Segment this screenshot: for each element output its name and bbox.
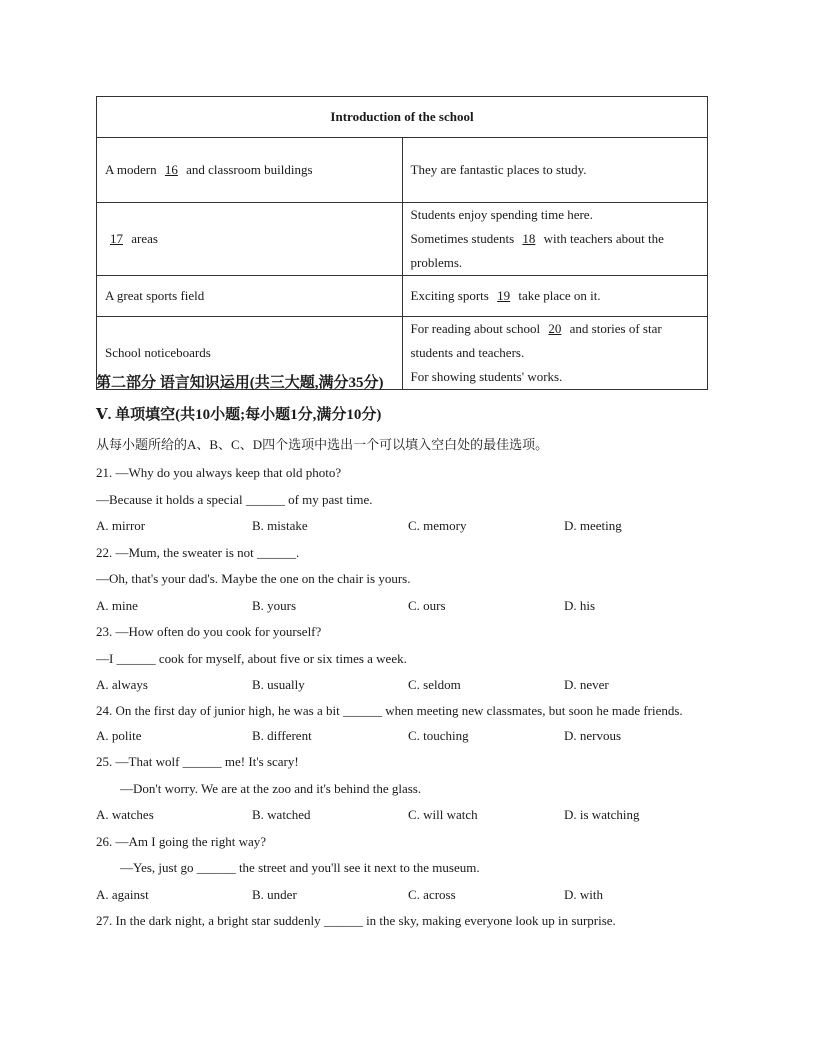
option-a: A. mirror	[96, 518, 146, 533]
table-cell-description: They are fantastic places to study.	[402, 138, 708, 203]
blank-18: 18	[522, 231, 536, 246]
blank-20: 20	[548, 321, 562, 336]
answer-options	[96, 513, 716, 540]
option-b: B. yours	[252, 597, 297, 613]
answer-options	[96, 802, 716, 829]
option-d: D. never	[564, 677, 609, 692]
table-cell-feature: School noticeboards	[97, 317, 403, 390]
option-b: B. different	[252, 727, 312, 743]
option-c: C. seldom	[408, 677, 461, 692]
answer-options	[96, 593, 716, 620]
option-b: B. mistake	[252, 518, 308, 533]
question-line: —I ______ cook for myself, about five or six times a week.	[96, 650, 407, 666]
question-line: —Oh, that's your dad's. Maybe the one on the chair is yours.	[96, 571, 411, 586]
option-c: C. memory	[408, 518, 467, 533]
question-26	[96, 829, 716, 909]
answer-options	[96, 723, 716, 750]
table-title: Introduction of the school	[97, 97, 708, 138]
section-title: 第二部分 语言知识运用(共三大题,满分35分)	[96, 375, 384, 391]
table-cell-feature: A modern 16 and classroom buildings	[97, 138, 403, 203]
table-cell-feature: 17 areas	[97, 203, 403, 276]
table-cell-feature: A great sports field	[97, 276, 403, 317]
question-list	[96, 460, 716, 935]
blank-16: 16	[164, 162, 178, 177]
option-c: C. touching	[408, 727, 469, 743]
question-line: 25. —That wolf ______ me! It's scary!	[96, 754, 299, 769]
answer-options	[96, 672, 716, 699]
option-d: D. with	[564, 886, 603, 902]
part-title: Ⅴ. 单项填空(共10小题;每小题1分,满分10分)	[96, 407, 382, 423]
option-d: D. meeting	[564, 518, 622, 533]
question-line: 22. —Mum, the sweater is not ______.	[96, 544, 300, 560]
question-line: —Yes, just go ______ the street and you'll see it next to the museum.	[120, 860, 480, 875]
school-introduction-table	[96, 96, 708, 390]
option-a: A. always	[96, 677, 148, 692]
option-d: D. is watching	[564, 807, 640, 822]
question-line: —Don't worry. We are at the zoo and it's behind the glass.	[120, 780, 422, 796]
option-a: A. watches	[96, 807, 154, 822]
question-line: 27. In the dark night, a bright star suddenly ______ in the sky, making everyone look up in surprise.	[96, 913, 616, 928]
option-d: D. nervous	[564, 727, 622, 743]
table-cell-description: Students enjoy spending time here. Sometimes students 18 with teachers about the problems.	[402, 203, 708, 276]
option-c: C. will watch	[408, 807, 478, 822]
option-b: B. under	[252, 886, 297, 902]
question-line: 21. —Why do you always keep that old photo?	[96, 465, 342, 480]
question-21	[96, 460, 716, 540]
option-a: A. mine	[96, 597, 138, 613]
instruction-text: 从每小题所给的A、B、C、D四个选项中选出一个可以填入空白处的最佳选项。	[96, 437, 549, 452]
table-cell-description: For reading about school 20 and stories of star students and teachers. For showing students' works.	[402, 317, 708, 390]
question-line: 24. On the first day of junior high, he was a bit ______ when meeting new classmates, but soon he made friends.	[96, 702, 683, 718]
question-25	[96, 749, 716, 829]
blank-19: 19	[497, 288, 511, 303]
option-a: A. polite	[96, 727, 142, 743]
question-line: 26. —Am I going the right way?	[96, 833, 267, 849]
option-d: D. his	[564, 597, 596, 613]
option-b: B. usually	[252, 677, 305, 692]
question-24	[96, 699, 716, 750]
option-a: A. against	[96, 886, 149, 902]
question-line: —Because it holds a special ______ of my past time.	[96, 491, 373, 507]
option-c: C. ours	[408, 597, 446, 613]
question-27	[96, 908, 716, 935]
question-line: 23. —How often do you cook for yourself?	[96, 624, 322, 639]
question-22	[96, 540, 716, 620]
option-b: B. watched	[252, 807, 311, 822]
answer-options	[96, 882, 716, 909]
question-23	[96, 619, 716, 699]
table-cell-description: Exciting sports 19 take place on it.	[402, 276, 708, 317]
option-c: C. across	[408, 886, 456, 902]
blank-17: 17	[110, 231, 123, 246]
